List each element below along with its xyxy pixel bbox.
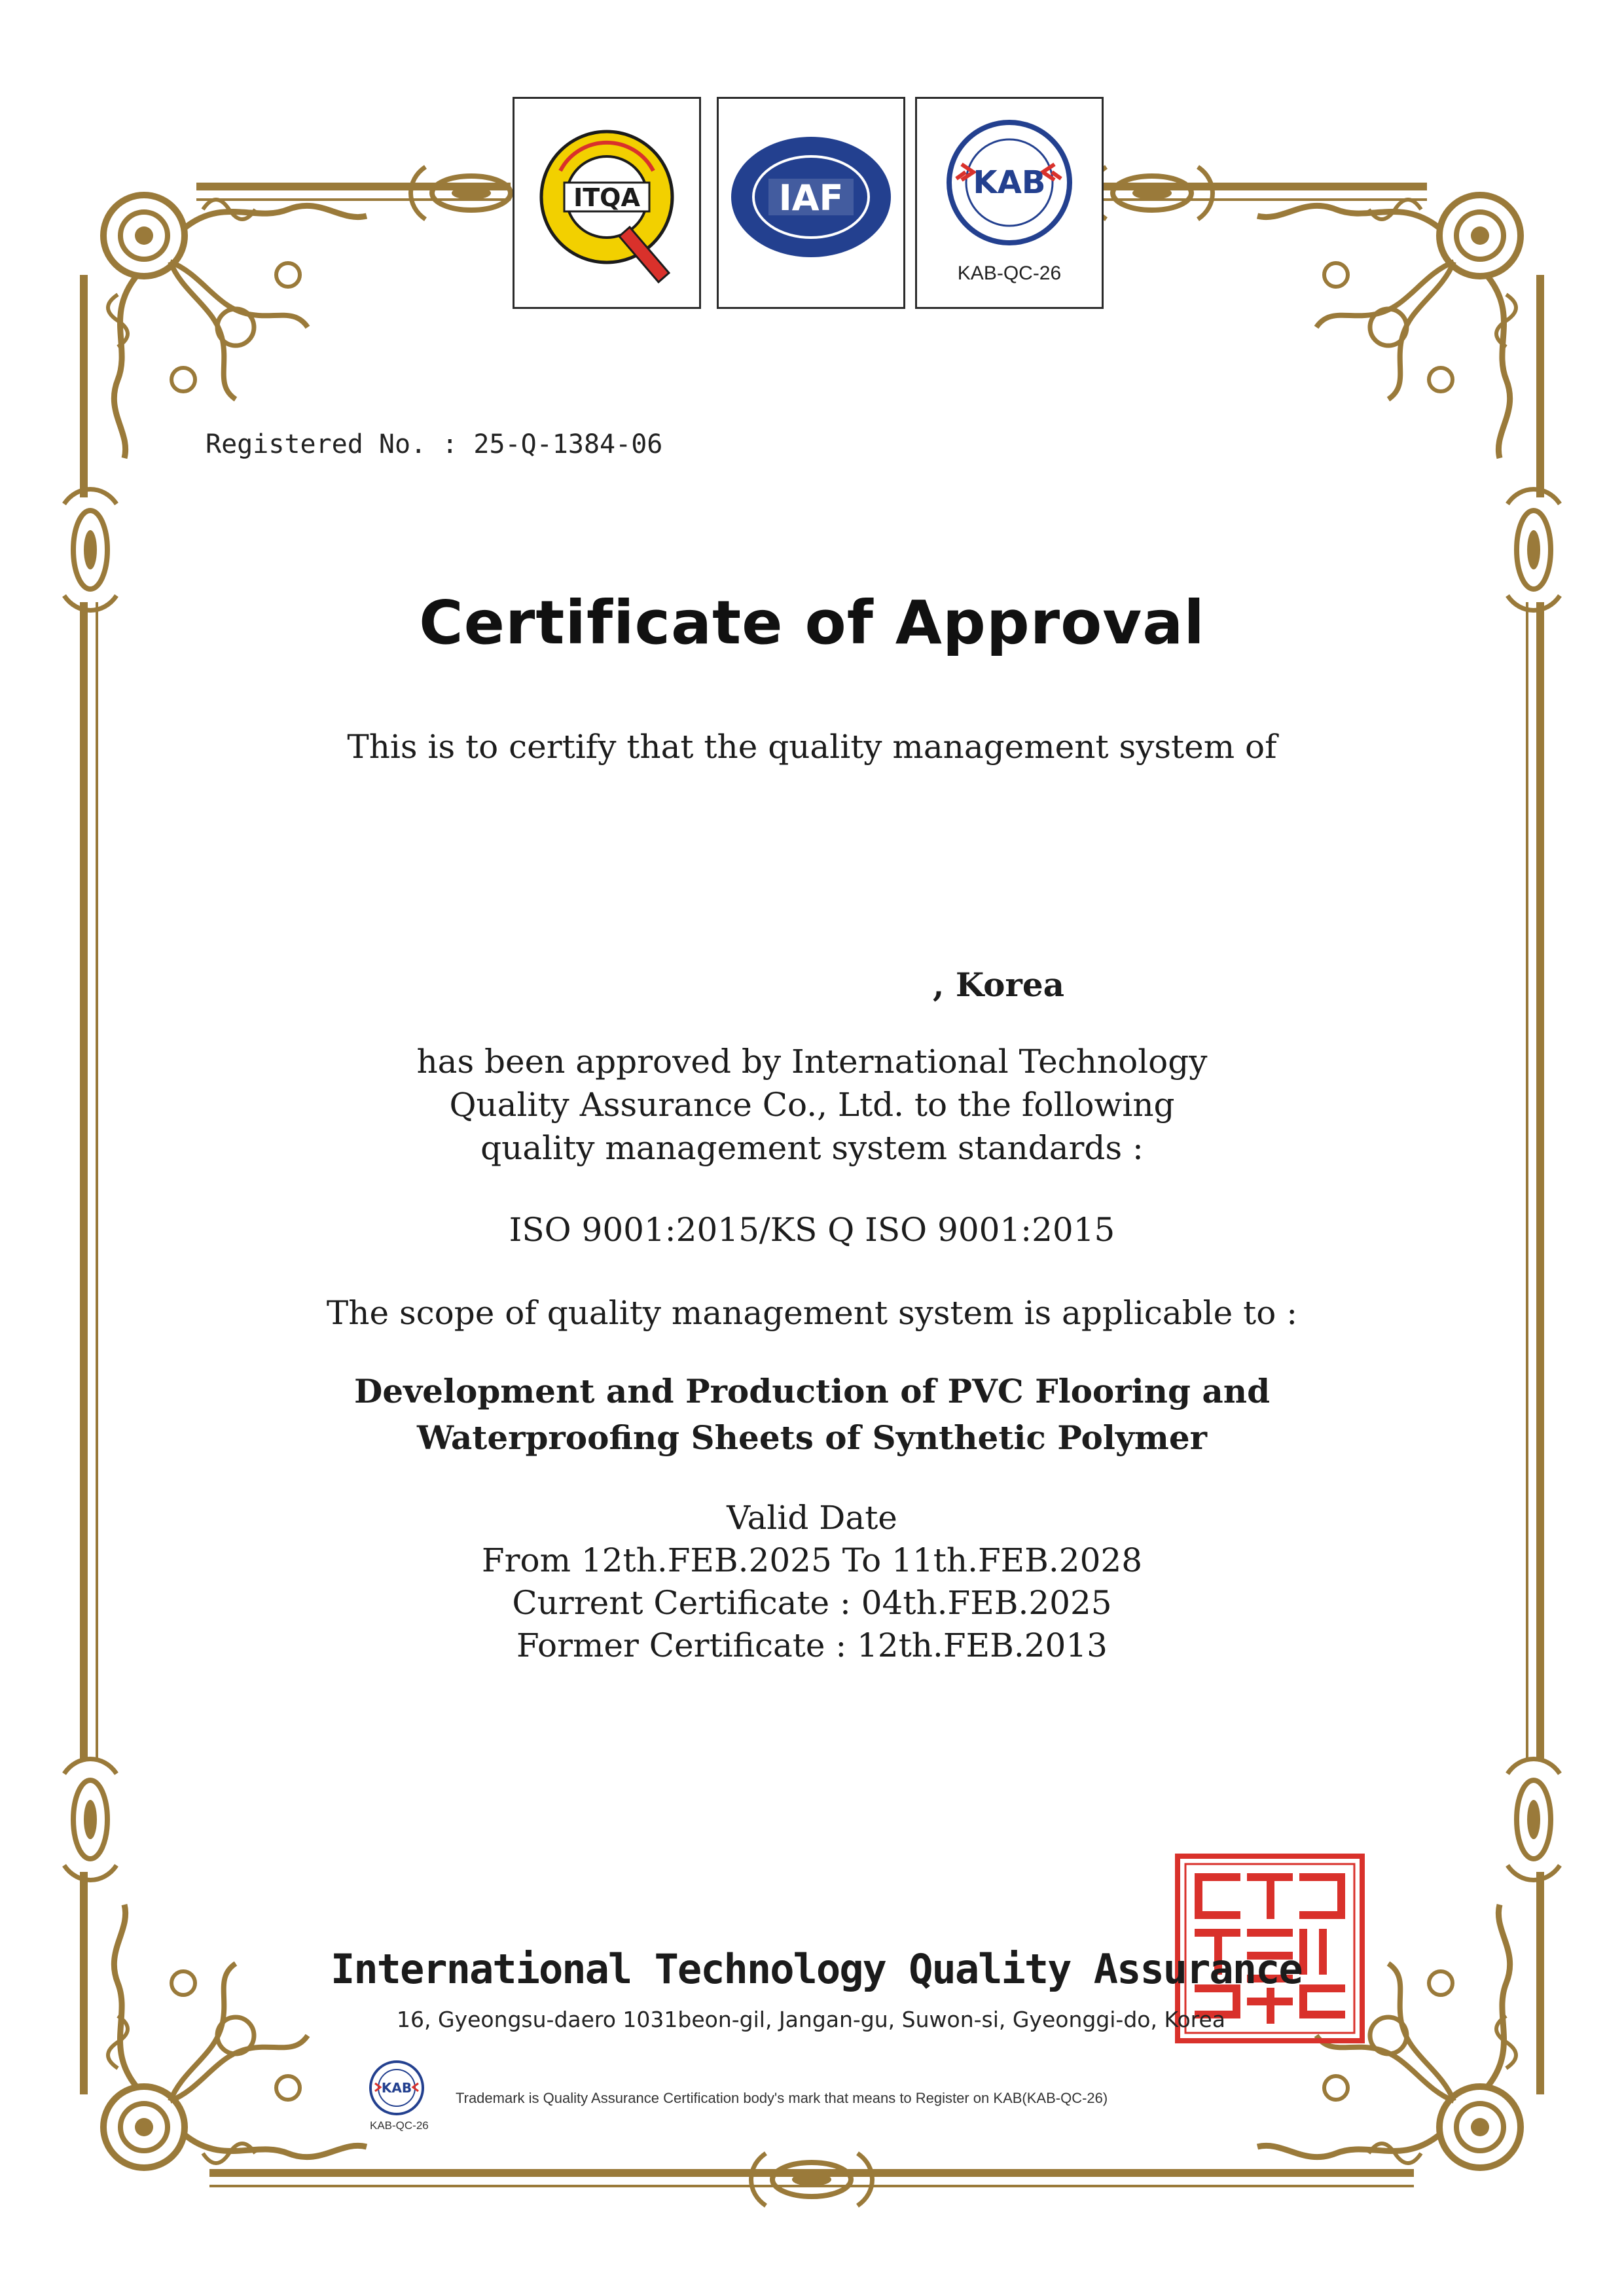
itqa-logo-box: [513, 97, 701, 309]
current-certificate-date: Current Certificate : 04th.FEB.2025: [512, 1584, 1112, 1622]
issuer-address: 16, Gyeongsu-daero 1031beon-gil, Jangan-gu, Suwon-si, Gyeonggi-do, Korea: [397, 2007, 1226, 2032]
itqa-logo-icon: [514, 99, 699, 307]
kab-small-logo-label: KAB: [381, 2080, 412, 2096]
approval-line-3: quality management system standards :: [480, 1129, 1144, 1167]
kab-small-logo-icon: [361, 2058, 433, 2117]
iso-standard: ISO 9001:2015/KS Q ISO 9001:2015: [509, 1211, 1115, 1249]
kab-code-label: KAB-QC-26: [957, 262, 1062, 284]
scope-line-1: Development and Production of PVC Flooring and: [353, 1372, 1271, 1410]
issuer-name: International Technology Quality Assurance: [331, 1945, 1302, 1993]
approval-line-1: has been approved by International Technology: [416, 1043, 1208, 1081]
kab-logo-box: [915, 97, 1104, 309]
kab-logo-label: KAB: [973, 164, 1046, 201]
scope-line-2: Waterproofing Sheets of Synthetic Polymer: [417, 1418, 1207, 1457]
former-certificate-date: Former Certificate : 12th.FEB.2013: [516, 1626, 1108, 1664]
iaf-logo-icon: [719, 99, 903, 307]
iaf-logo-box: [717, 97, 905, 309]
iaf-logo-label: IAF: [778, 177, 844, 219]
valid-date-range: From 12th.FEB.2025 To 11th.FEB.2028: [481, 1541, 1143, 1579]
trademark-note: Trademark is Quality Assurance Certification body's mark that means to Register on KAB(KAB-QC-26): [456, 2090, 1108, 2106]
itqa-logo-label: ITQA: [573, 183, 640, 212]
kab-logo-icon: [917, 99, 1102, 307]
certify-intro: This is to certify that the quality management system of: [347, 728, 1277, 766]
company-location: , Korea: [933, 965, 1065, 1004]
certificate-title: Certificate of Approval: [419, 588, 1205, 658]
approval-line-2: Quality Assurance Co., Ltd. to the following: [449, 1086, 1175, 1124]
valid-date-heading: Valid Date: [727, 1499, 897, 1537]
scope-intro: The scope of quality management system is applicable to :: [326, 1294, 1298, 1332]
footer-kab-code: KAB-QC-26: [370, 2119, 429, 2132]
registered-number: Registered No. : 25-Q-1384-06: [206, 429, 663, 459]
